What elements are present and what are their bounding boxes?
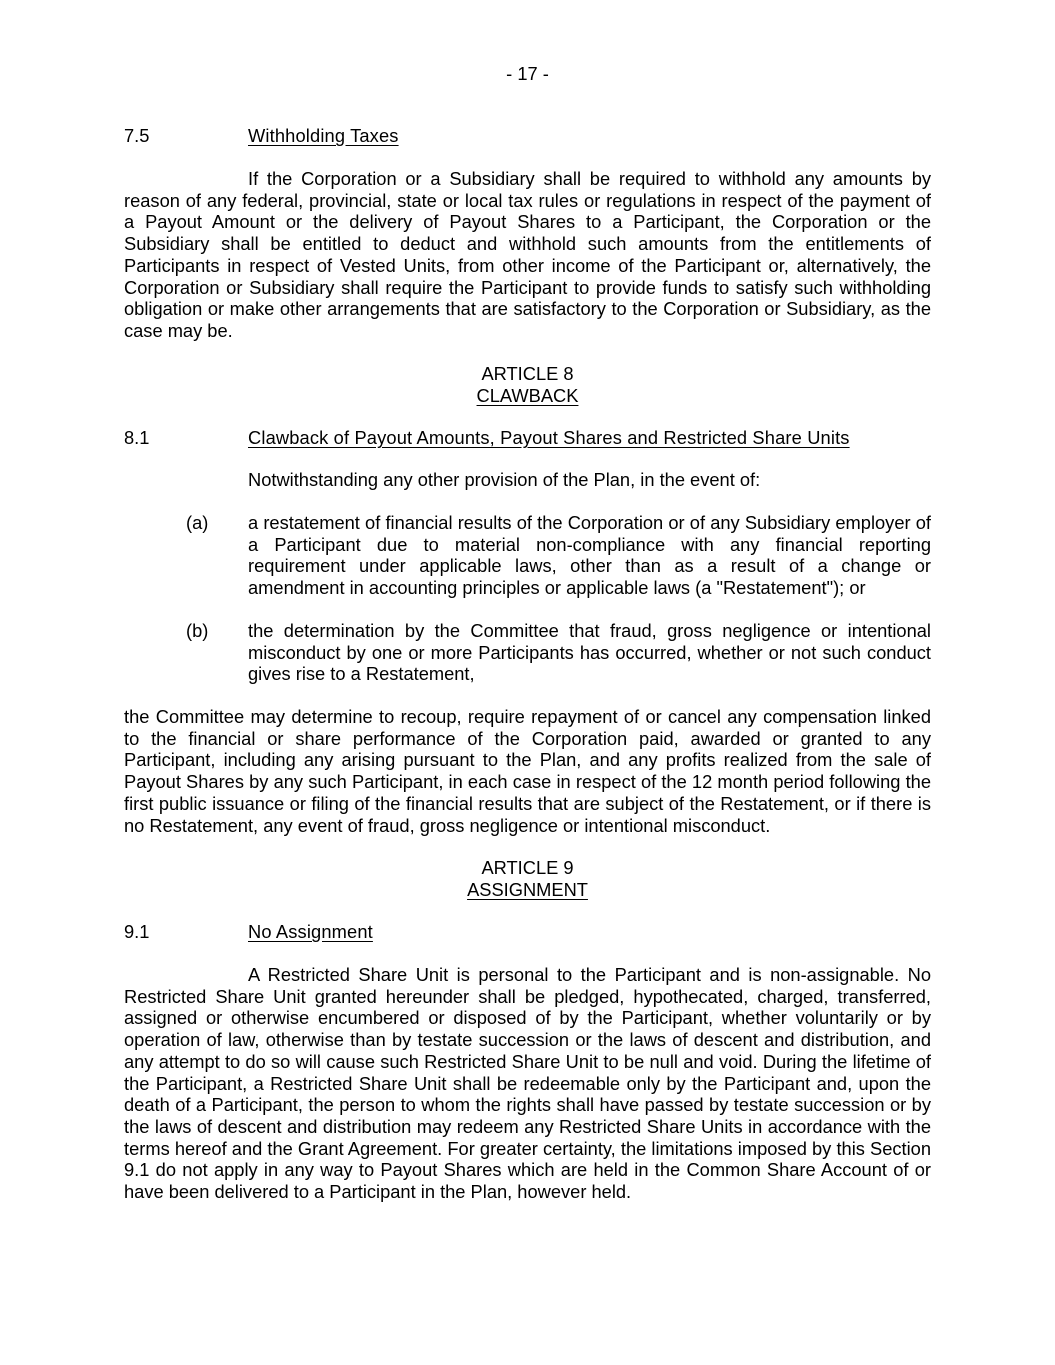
section-7-5-heading (124, 125, 931, 147)
article-title: CLAWBACK (476, 384, 579, 406)
page-number: - 17 - (506, 63, 549, 84)
section-8-1-intro: Notwithstanding any other provision of the Plan, in the event of: (248, 469, 761, 490)
article-8-heading (124, 363, 931, 406)
section-7-5-body: If the Corporation or a Subsidiary shall be required to withhold any amounts by reason of any federal, provincial, state or local tax rules or regulations in respect of the payment of a Payout Amount or the delivery of Payout Shares to a Participant, the Corporation or the Subsidiary shall be entitled to deduct and withhold such amounts from the entitlements of Participants in respect of Vested Units, from other income of the Participant or, alternatively, the Corporation or Subsidiary shall require the Participant to provide funds to satisfy such withholding obligation or make other arrangements that are satisfactory to the Corporation or Subsidiary, as the case may be. (124, 168, 931, 341)
section-8-1-conclusion: the Committee may determine to recoup, require repayment of or cancel any compensation linked to the financial or share performance of the Corporation paid, awarded or granted to any Participant, including any arising pursuant to the Plan, and any profits realized from the sale of Payout Shares by any such Participant, in each case in respect of the 12 month period following the first public issuance or filing of the financial results that are subject of the Restatement, or if there is no Restatement, any event of fraud, gross negligence or intentional misconduct. (124, 706, 931, 836)
section-number: 9.1 (124, 921, 150, 942)
list-item-text: a restatement of financial results of the Corporation or of any Subsidiary employer of a Participant due to material non-compliance with any financial reporting requirement under applicable laws, other than as a result of a change or amendment in accounting principles or applicable laws (a "Restatement"); or (248, 512, 931, 599)
section-title: Clawback of Payout Amounts, Payout Shares and Restricted Share Units (248, 427, 850, 448)
section-number: 8.1 (124, 427, 150, 448)
section-title: No Assignment (248, 921, 373, 942)
article-9-heading (124, 857, 931, 900)
section-9-1-body: A Restricted Share Unit is personal to the Participant and is non-assignable. No Restricted Share Unit granted hereunder shall be pledged, hypothecated, charged, transferred, assigned or otherwise encumbered or disposed of by the Participant, whether voluntarily or by operation of law, otherwise than by testate succession or the laws of descent and distribution, and any attempt to do so will cause such Restricted Share Unit to be null and void. During the lifetime of the Participant, a Restricted Share Unit shall be redeemable only by the Participant and, upon the death of a Participant, the person to whom the rights shall have passed by testate succession or by the laws of descent and distribution may redeem any Restricted Share Units in accordance with the terms hereof and the Grant Agreement. For greater certainty, the limitations imposed by this Section 9.1 do not apply in any way to Payout Shares which are held in the Common Share Account of or have been delivered to a Participant in the Plan, however held. (124, 964, 931, 1203)
section-title: Withholding Taxes (248, 125, 399, 146)
list-item-text: the determination by the Committee that fraud, gross negligence or intentional misconduct by one or more Participants has occurred, whether or not such conduct gives rise to a Restatement, (248, 620, 931, 685)
list-item-label: (b) (186, 620, 209, 641)
list-item-label: (a) (186, 512, 209, 533)
section-8-1-heading (124, 427, 931, 449)
section-number: 7.5 (124, 125, 150, 146)
article-label: ARTICLE 9 (481, 857, 574, 878)
article-title: ASSIGNMENT (467, 878, 588, 900)
section-9-1-heading (124, 921, 931, 943)
article-label: ARTICLE 8 (481, 363, 574, 384)
